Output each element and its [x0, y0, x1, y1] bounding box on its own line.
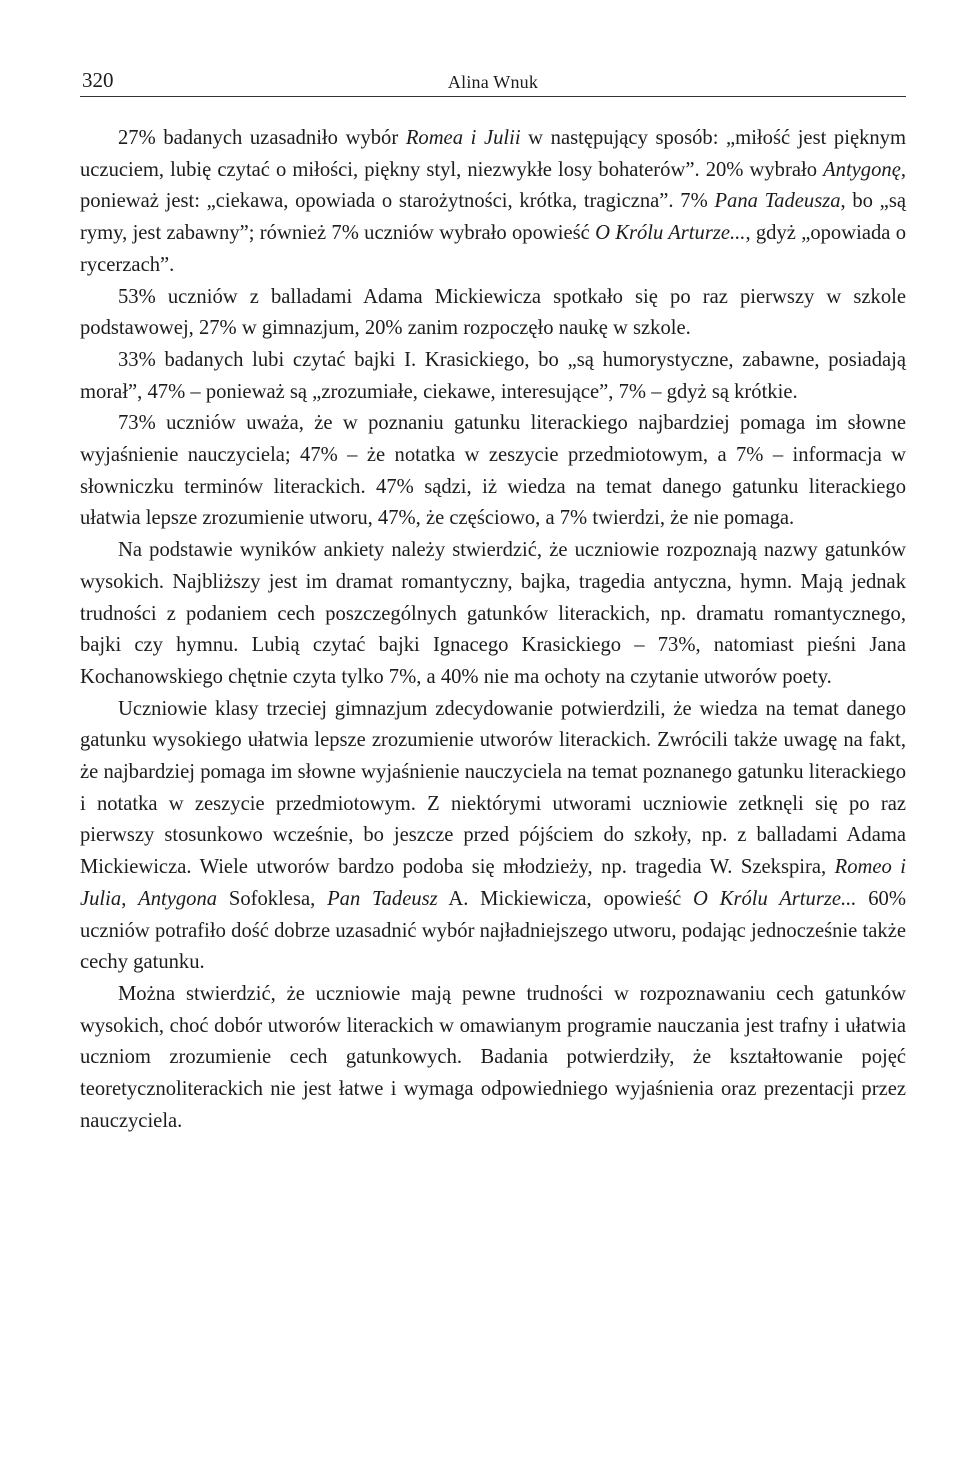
italic-title: Pana Tadeusza	[714, 190, 841, 213]
paragraph-2	[80, 282, 906, 345]
paragraph-7	[80, 979, 906, 1138]
text-run: 73% uczniów uważa, że w poznaniu gatunku literackiego najbardziej pomaga im słowne wyjaśnienie nauczyciela; 47% – że notatka w zeszycie przedmiotowym, a 7% – informacja w słowniczku terminów literackich. 47% sądzi, iż wiedza na temat danego gatunku literackiego ułatwia lepsze zrozumienie utworu, 47%, że częściowo, a 7% twierdzi, że nie pomaga.	[80, 412, 906, 530]
text-run: , gdyż „opowiada o rycerzach”.	[80, 222, 906, 276]
text-run: 53% uczniów z balladami Adama Mickiewicza spotkało się po raz pierwszy w szkole podstawowej, 27% w gimnazjum, 20% zanim rozpoczęło naukę w szkole.	[80, 285, 906, 340]
italic-title: Antygona	[138, 887, 218, 910]
italic-title: Romeo i Julia	[80, 856, 907, 910]
text-run: 27% badanych uzasadniło wybór	[118, 127, 406, 149]
paragraph-6	[80, 694, 906, 979]
italic-title: Antygonę	[823, 158, 901, 181]
text-run: Sofoklesa,	[217, 887, 328, 910]
page-number: 320	[82, 68, 114, 92]
running-head-author: Alina Wnuk	[447, 72, 539, 92]
italic-title: O Królu Arturze...	[693, 887, 857, 910]
text-run: 60% uczniów potrafiło dość dobrze uzasadnić wybór najładniejszego utworu, podając jednocześnie także cechy gatunku.	[80, 887, 907, 974]
italic-title: Romea i Julii	[405, 127, 521, 149]
paragraph-3	[80, 345, 906, 408]
page-header	[80, 62, 906, 97]
text-run: 33% badanych lubi czytać bajki I. Krasickiego, bo „są humorystyczne, zabawne, posiadają morał”, 47% – ponieważ są „zrozumiałe, ciekawe, interesujące”, 7% – gdyż są krótkie.	[80, 348, 906, 403]
text-run: , bo „są rymy, jest zabawny”; również 7% uczniów wybrało opowieść	[80, 190, 906, 245]
text-run: Uczniowie klasy trzeciej gimnazjum zdecydowanie potwierdzili, że wiedza na temat danego gatunku wysokiego ułatwia lepsze zrozumienie utworów literackich. Zwrócili także uwagę na fakt, że najbardziej pomaga im słowne wyjaśnienie nauczyciela na temat poznanego gatunku literackiego i notatka w zeszycie przedmiotowym. Z niektórymi utworami uczniowie zetknęli się po raz pierwszy stosunkowo wcześnie, bo jeszcze przed pójściem do szkoły, np. z balladami Adama Mickiewicza. Wiele utworów bardzo podoba się młodzieży, np. tragedia W. Szekspira,	[80, 697, 906, 879]
paragraph-4	[80, 408, 906, 535]
paragraph-1	[80, 123, 906, 282]
italic-title: O Królu Arturze...	[595, 222, 746, 245]
text-run: w następujący sposób: „miłość jest pięknym uczuciem, lubię czytać o miłości, piękny styl, niezwykłe losy bohaterów”. 20% wybrało	[80, 127, 906, 181]
page	[80, 62, 906, 1138]
text-run: ,	[121, 887, 139, 910]
text-run: Na podstawie wyników ankiety należy stwierdzić, że uczniowie rozpoznają nazwy gatunków wysokich. Najbliższy jest im dramat romantyczny, bajka, tragedia antyczna, hymn. Mają jednak trudności z podaniem cech poszczególnych gatunków literackich, np. dramatu romantycznego, bajki czy hymnu. Lubią czytać bajki Ignacego Krasickiego – 73%, natomiast pieśni Jana Kochanowskiego chętnie czyta tylko 7%, a 40% nie ma ochoty na czytanie utworów poety.	[80, 539, 906, 688]
text-run: Można stwierdzić, że uczniowie mają pewne trudności w rozpoznawaniu cech gatunków wysokich, choć dobór utworów literackich w omawianym programie nauczania jest trafny i ułatwia uczniom zrozumienie cech gatunkowych. Badania potwierdziły, że kształtowanie pojęć teoretycznoliterackich nie jest łatwe i wymaga odpowiedniego wyjaśnienia oraz prezentacji przez nauczyciela.	[80, 982, 906, 1132]
italic-title: Pan Tadeusz	[327, 887, 438, 910]
text-run: A. Mickiewicza, opowieść	[437, 887, 694, 910]
body-text	[80, 123, 906, 1138]
text-run: , ponieważ jest: „ciekawa, opowiada o starożytności, krótka, tragiczna”. 7%	[80, 158, 906, 213]
paragraph-5	[80, 535, 906, 694]
